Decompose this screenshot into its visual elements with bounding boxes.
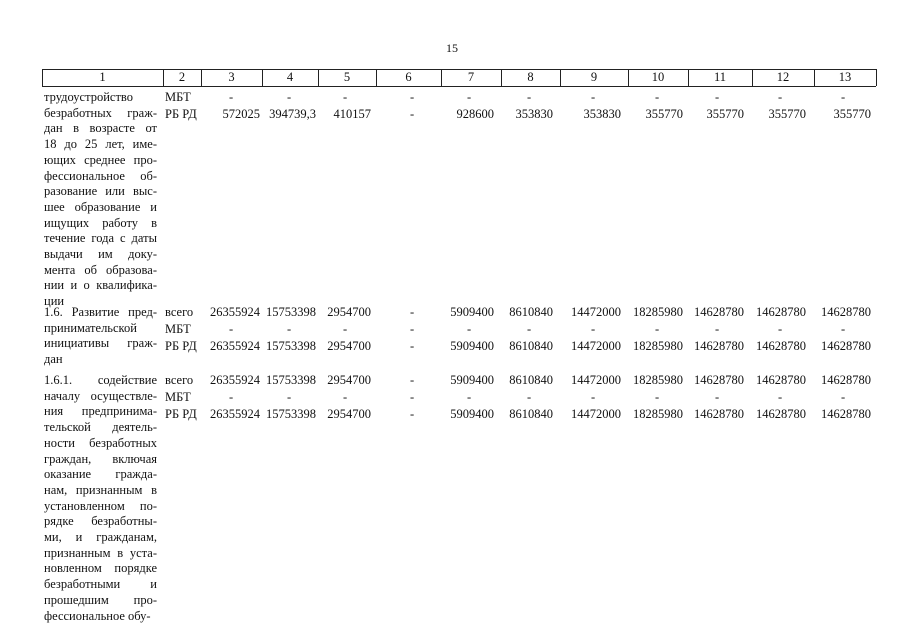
description-line: ющих среднее про- bbox=[44, 152, 157, 167]
table-cell: - bbox=[591, 322, 596, 336]
table-cell: 18285980 bbox=[633, 339, 683, 353]
table-cell: - bbox=[343, 322, 348, 336]
table-cell: - bbox=[778, 90, 783, 104]
table-cell: 14628780 bbox=[694, 407, 744, 421]
column-header: 12 bbox=[776, 70, 790, 84]
table-cell: 5909400 bbox=[450, 407, 494, 421]
table-cell: - bbox=[410, 390, 415, 404]
column-header: 7 bbox=[467, 70, 475, 84]
table-cell: 14628780 bbox=[756, 339, 806, 353]
table-cell: 26355924 bbox=[210, 373, 260, 387]
table-cell: - bbox=[410, 305, 415, 319]
table-cell: - bbox=[778, 322, 783, 336]
table-cell: 14628780 bbox=[756, 407, 806, 421]
table-cell: 394739,3 bbox=[269, 107, 316, 121]
funding-source-label: всего bbox=[165, 373, 194, 387]
description-line: ми, и гражданам, bbox=[44, 530, 157, 545]
table-cell: 14628780 bbox=[694, 339, 744, 353]
table-cell: 14628780 bbox=[756, 305, 806, 319]
table-cell: 8610840 bbox=[509, 373, 553, 387]
table-cell: 2954700 bbox=[327, 407, 371, 421]
table-cell: - bbox=[229, 322, 234, 336]
table-cell: 14628780 bbox=[821, 305, 871, 319]
table-cell: - bbox=[410, 407, 415, 421]
table-cell: - bbox=[527, 90, 532, 104]
description-line: оказание гражда- bbox=[44, 467, 157, 482]
table-cell: - bbox=[655, 322, 660, 336]
table-cell: 26355924 bbox=[210, 407, 260, 421]
table-cell: - bbox=[527, 390, 532, 404]
description-line: прошедшим про- bbox=[44, 592, 157, 607]
description-line: ния предпринима- bbox=[44, 404, 157, 419]
description-line: граждан, включая bbox=[44, 451, 157, 466]
column-divider bbox=[876, 69, 877, 86]
table-cell: 15753398 bbox=[266, 305, 316, 319]
column-header: 6 bbox=[405, 70, 412, 84]
table-cell: 14472000 bbox=[571, 339, 621, 353]
description-line: шее образование и bbox=[44, 199, 157, 214]
table-cell: 14628780 bbox=[821, 339, 871, 353]
table-cell: 572025 bbox=[222, 107, 260, 121]
description-line: 1.6. Развитие пред- bbox=[44, 305, 157, 319]
description-line: безработными и bbox=[44, 577, 157, 592]
description-line: выдачи им доку- bbox=[44, 247, 157, 262]
description-line: ции bbox=[44, 294, 65, 309]
table-cell: - bbox=[655, 390, 660, 404]
description-line: 1.6.1. содействие bbox=[44, 373, 157, 387]
table-cell: 14628780 bbox=[821, 373, 871, 387]
table-cell: 15753398 bbox=[266, 373, 316, 387]
table-cell: - bbox=[778, 390, 783, 404]
table-cell: 5909400 bbox=[450, 373, 494, 387]
table-cell: - bbox=[467, 390, 472, 404]
table-cell: 8610840 bbox=[509, 305, 553, 319]
table-cell: - bbox=[467, 322, 472, 336]
table-cell: 8610840 bbox=[509, 407, 553, 421]
table-cell: 18285980 bbox=[633, 373, 683, 387]
column-header: 2 bbox=[178, 70, 186, 84]
table-cell: 14472000 bbox=[571, 305, 621, 319]
table-cell: 2954700 bbox=[327, 339, 371, 353]
table-cell: 14472000 bbox=[571, 407, 621, 421]
table-cell: 14472000 bbox=[571, 373, 621, 387]
table-cell: - bbox=[287, 390, 292, 404]
description-line: дан в возрасте от bbox=[44, 121, 157, 136]
table-cell: - bbox=[715, 322, 720, 336]
table-cell: - bbox=[591, 90, 596, 104]
description-line: установленном по- bbox=[44, 498, 157, 513]
table-cell: 2954700 bbox=[327, 305, 371, 319]
description-line: разование или выс- bbox=[44, 184, 157, 199]
column-header: 1 bbox=[99, 70, 106, 84]
table-cell: 26355924 bbox=[210, 305, 260, 319]
table-cell: 2954700 bbox=[327, 373, 371, 387]
table-cell: 355770 bbox=[645, 107, 683, 121]
funding-source-label: МБТ bbox=[165, 90, 191, 104]
table-cell: 355770 bbox=[833, 107, 871, 121]
table-cell: 5909400 bbox=[450, 339, 494, 353]
funding-source-label: РБ РД bbox=[165, 107, 197, 121]
column-header: 8 bbox=[527, 70, 534, 84]
table-cell: 14628780 bbox=[821, 407, 871, 421]
table-cell: 355770 bbox=[706, 107, 744, 121]
table-cell: 14628780 bbox=[694, 373, 744, 387]
table-cell: - bbox=[841, 322, 846, 336]
column-header: 3 bbox=[228, 70, 235, 84]
row-description bbox=[44, 305, 157, 368]
description-line: фессиональное обу- bbox=[44, 608, 151, 623]
table-cell: - bbox=[591, 390, 596, 404]
table-cell: - bbox=[841, 390, 846, 404]
table-cell: - bbox=[410, 90, 415, 104]
column-header: 13 bbox=[838, 70, 852, 84]
description-line: принимательской bbox=[44, 320, 137, 335]
table-cell: 410157 bbox=[333, 107, 371, 121]
table-cell: - bbox=[410, 322, 415, 336]
table-cell: - bbox=[287, 322, 292, 336]
table-cell: - bbox=[527, 322, 532, 336]
table-cell: 18285980 bbox=[633, 305, 683, 319]
column-header: 4 bbox=[286, 70, 294, 84]
description-line: безработных граж- bbox=[44, 105, 157, 120]
table-cell: 15753398 bbox=[266, 407, 316, 421]
funding-source-label: РБ РД bbox=[165, 339, 197, 353]
table-cell: - bbox=[343, 90, 348, 104]
table-cell: - bbox=[229, 390, 234, 404]
funding-source-label: МБТ bbox=[165, 322, 191, 336]
table-cell: 353830 bbox=[515, 107, 553, 121]
column-header: 10 bbox=[651, 70, 665, 84]
funding-source-label: РБ РД bbox=[165, 407, 197, 421]
table-cell: 14628780 bbox=[694, 305, 744, 319]
description-line: трудоустройство bbox=[44, 90, 133, 104]
table-cell: - bbox=[715, 90, 720, 104]
table-cell: 353830 bbox=[583, 107, 621, 121]
table-cell: 5909400 bbox=[450, 305, 494, 319]
column-header: 5 bbox=[343, 70, 351, 84]
description-line: дан bbox=[44, 352, 63, 367]
description-line: ищущих работу в bbox=[44, 215, 157, 230]
table-cell: - bbox=[410, 107, 415, 121]
table-cell: 15753398 bbox=[266, 339, 316, 353]
description-line: инициативы граж- bbox=[44, 336, 157, 351]
table-cell: - bbox=[229, 90, 234, 104]
description-line: течение года с даты bbox=[44, 231, 157, 246]
description-line: 18 до 25 лет, име- bbox=[44, 137, 157, 152]
description-line: фессиональное об- bbox=[44, 168, 157, 183]
description-line: нии и о квалифика- bbox=[44, 278, 157, 293]
table-cell: 928600 bbox=[456, 107, 494, 121]
description-line: признанным в уста- bbox=[44, 545, 157, 560]
table-cell: - bbox=[410, 373, 415, 387]
description-line: тельской деятель- bbox=[44, 420, 157, 435]
description-line: началу осуществле- bbox=[44, 388, 157, 403]
column-header: 9 bbox=[590, 70, 598, 84]
table-cell: - bbox=[655, 90, 660, 104]
table-cell: 355770 bbox=[768, 107, 806, 121]
funding-source-label: всего bbox=[165, 305, 194, 319]
description-line: ности безработных bbox=[44, 435, 157, 450]
table-cell: - bbox=[410, 339, 415, 353]
row-description bbox=[44, 373, 157, 624]
table-cell: 18285980 bbox=[633, 407, 683, 421]
description-line: рядке безработны- bbox=[44, 514, 157, 529]
description-line: мента об образова- bbox=[44, 262, 157, 277]
table-cell: - bbox=[841, 90, 846, 104]
table-cell: 14628780 bbox=[756, 373, 806, 387]
table-cell: - bbox=[287, 90, 292, 104]
table-cell: - bbox=[715, 390, 720, 404]
column-header: 11 bbox=[713, 70, 727, 84]
description-line: нам, признанным в bbox=[44, 482, 157, 497]
header-bottom-border bbox=[42, 86, 876, 87]
table-cell: 8610840 bbox=[509, 339, 553, 353]
table-cell: - bbox=[467, 90, 472, 104]
row-description bbox=[44, 90, 157, 310]
table-cell: - bbox=[343, 390, 348, 404]
funding-source-label: МБТ bbox=[165, 390, 191, 404]
table-cell: 26355924 bbox=[210, 339, 260, 353]
description-line: новленном порядке bbox=[44, 561, 157, 576]
page-number: 15 bbox=[446, 41, 458, 55]
